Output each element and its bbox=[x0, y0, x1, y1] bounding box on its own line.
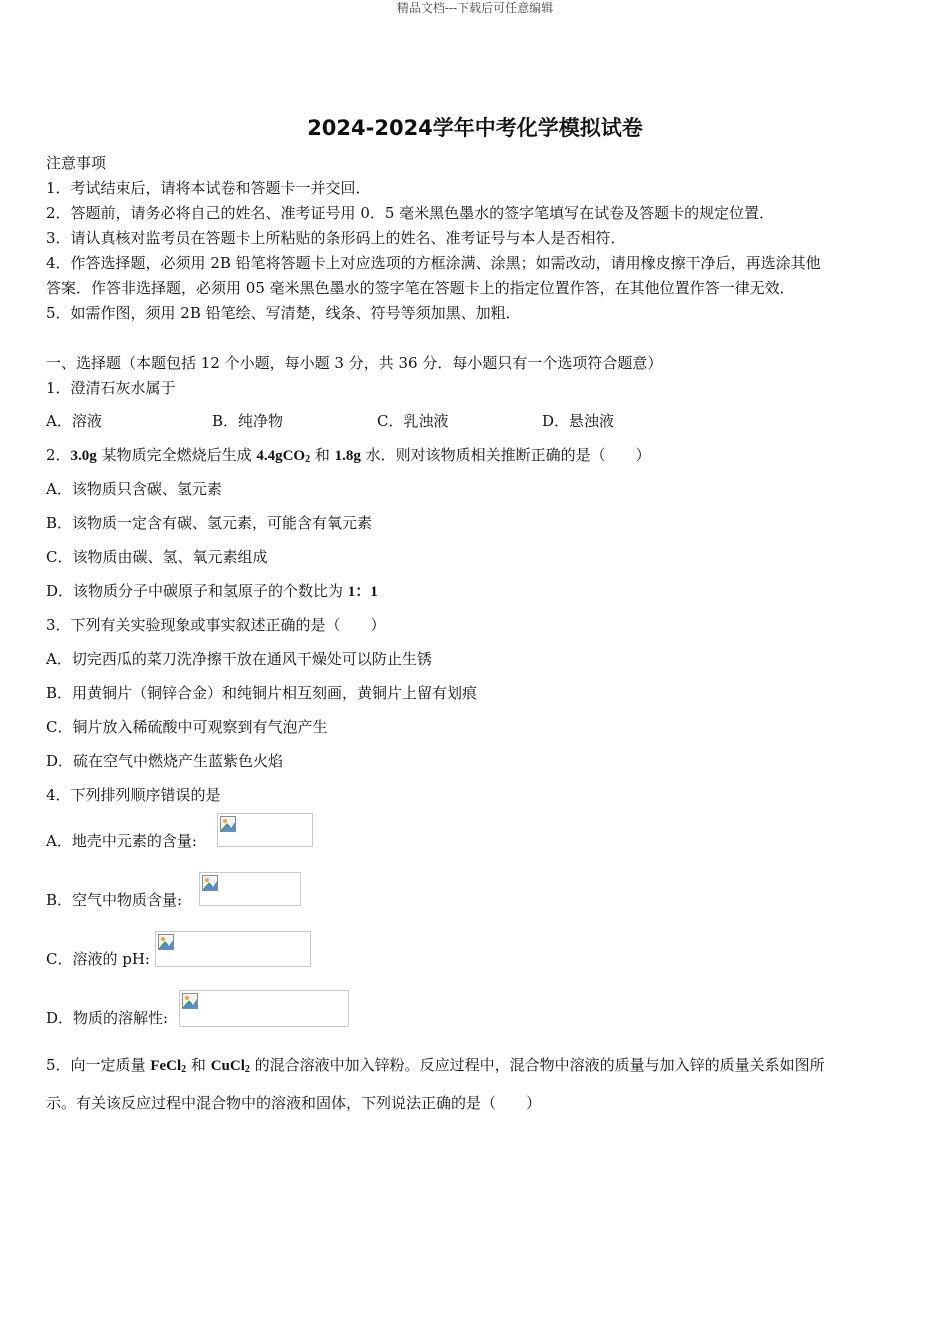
q2-co2: 4.4gCO bbox=[256, 448, 306, 464]
q4-option-c-image bbox=[155, 931, 311, 967]
q3-option-d: D．硫在空气中燃烧产生蓝紫色火焰 bbox=[46, 752, 284, 770]
broken-image-icon bbox=[182, 993, 198, 1009]
q2-option-d-text: D．该物质分子中碳原子和氢原子的个数比为 bbox=[46, 582, 348, 600]
q2-option-a: A．该物质只含碳、氢元素 bbox=[46, 480, 222, 498]
q2-mass-1: 3.0g bbox=[70, 448, 97, 464]
q5-line-1-rest: 的混合溶液中加入锌粉。反应过程中，混合物中溶液的质量与加入锌的质量关系如图所 bbox=[249, 1056, 825, 1074]
q2-text-1: 某物质完全燃烧后生成 bbox=[96, 446, 257, 464]
notice-item: 2．答题前，请务必将自己的姓名、准考证号用 0．5 毫米黑色墨水的签字笔填写在试卷及答题卡的规定位置． bbox=[46, 204, 775, 222]
page-title: 2024-2024学年中考化学模拟试卷 bbox=[307, 116, 643, 140]
notice-item: 3．请认真核对监考员在答题卡上所粘贴的条形码上的姓名、准考证号与本人是否相符． bbox=[46, 229, 626, 247]
q2-option-d-ratio: 1：1 bbox=[347, 584, 378, 600]
q5-fecl2-subscript: 2 bbox=[181, 1064, 187, 1075]
notice-heading: 注意事项 bbox=[46, 154, 107, 172]
question-1-stem: 1．澄清石灰水属于 bbox=[46, 379, 176, 397]
q5-cucl2-subscript: 2 bbox=[244, 1064, 250, 1075]
question-4-stem: 4．下列排列顺序错误的是 bbox=[46, 786, 221, 804]
q5-cucl2: CuCl bbox=[210, 1058, 245, 1074]
q2-option-b: B．该物质一定含有碳、氢元素，可能含有氧元素 bbox=[46, 514, 373, 532]
q1-option-d: D．悬浊液 bbox=[542, 412, 615, 430]
q3-option-c: C．铜片放入稀硫酸中可观察到有气泡产生 bbox=[46, 718, 328, 736]
q4-option-b: B．空气中物质含量: bbox=[46, 891, 183, 909]
q2-text-2: 和 bbox=[310, 446, 335, 464]
section-heading: 一、选择题（本题包括 12 个小题，每小题 3 分，共 36 分．每小题只有一个选项符合题意） bbox=[46, 354, 663, 372]
q4-option-a-image bbox=[217, 813, 313, 847]
q5-and: 和 bbox=[186, 1056, 211, 1074]
q2-option-d bbox=[46, 580, 378, 601]
q4-option-d-image bbox=[179, 990, 349, 1027]
q2-mass-2: 1.8g bbox=[334, 448, 361, 464]
question-2-stem bbox=[46, 444, 651, 465]
notice-item: 4．作答选择题，必须用 2B 铅笔将答题卡上对应选项的方框涂满、涂黑；如需改动，请用橡皮擦干净后，再选涂其他 bbox=[46, 254, 821, 272]
question-5-stem-line-1 bbox=[46, 1054, 825, 1075]
q1-option-a: A．溶液 bbox=[46, 412, 102, 430]
q3-option-a: A．切完西瓜的菜刀洗净擦干放在通风干燥处可以防止生锈 bbox=[46, 650, 432, 668]
broken-image-icon bbox=[202, 875, 218, 891]
q3-option-b: B．用黄铜片（铜锌合金）和纯铜片相互刻画，黄铜片上留有划痕 bbox=[46, 684, 478, 702]
notice-item: 1．考试结束后，请将本试卷和答题卡一并交回． bbox=[46, 179, 371, 197]
q4-option-d: D．物质的溶解性: bbox=[46, 1009, 169, 1027]
broken-image-icon bbox=[158, 934, 174, 950]
q5-prefix: 5．向一定质量 bbox=[46, 1056, 151, 1074]
q2-text-3: 水．则对该物质相关推断正确的是（ ） bbox=[360, 446, 651, 464]
q1-option-b: B．纯净物 bbox=[212, 412, 284, 430]
broken-image-icon bbox=[220, 816, 236, 832]
question-3-stem: 3．下列有关实验现象或事实叙述正确的是（ ） bbox=[46, 616, 386, 634]
q4-option-c: C．溶液的 pH: bbox=[46, 950, 150, 968]
q5-fecl2: FeCl bbox=[150, 1058, 182, 1074]
q1-option-c: C．乳浊液 bbox=[377, 412, 449, 430]
notice-item: 答案．作答非选择题，必须用 05 毫米黑色墨水的签字笔在答题卡上的指定位置作答，在其他位置作答一律无效． bbox=[46, 279, 795, 297]
question-5-stem-line-2: 示。有关该反应过程中混合物中的溶液和固体，下列说法正确的是（ ） bbox=[46, 1094, 542, 1112]
q2-option-c: C．该物质由碳、氢、氧元素组成 bbox=[46, 548, 268, 566]
q2-co2-subscript: 2 bbox=[305, 454, 311, 465]
q4-option-b-image bbox=[199, 872, 301, 906]
notice-item: 5．如需作图，须用 2B 铅笔绘、写清楚，线条、符号等须加黑、加粗． bbox=[46, 304, 521, 322]
page-header: 精品文档---下载后可任意编辑 bbox=[396, 1, 554, 15]
q4-option-a: A．地壳中元素的含量: bbox=[46, 832, 197, 850]
q2-prefix: 2． bbox=[46, 446, 71, 464]
